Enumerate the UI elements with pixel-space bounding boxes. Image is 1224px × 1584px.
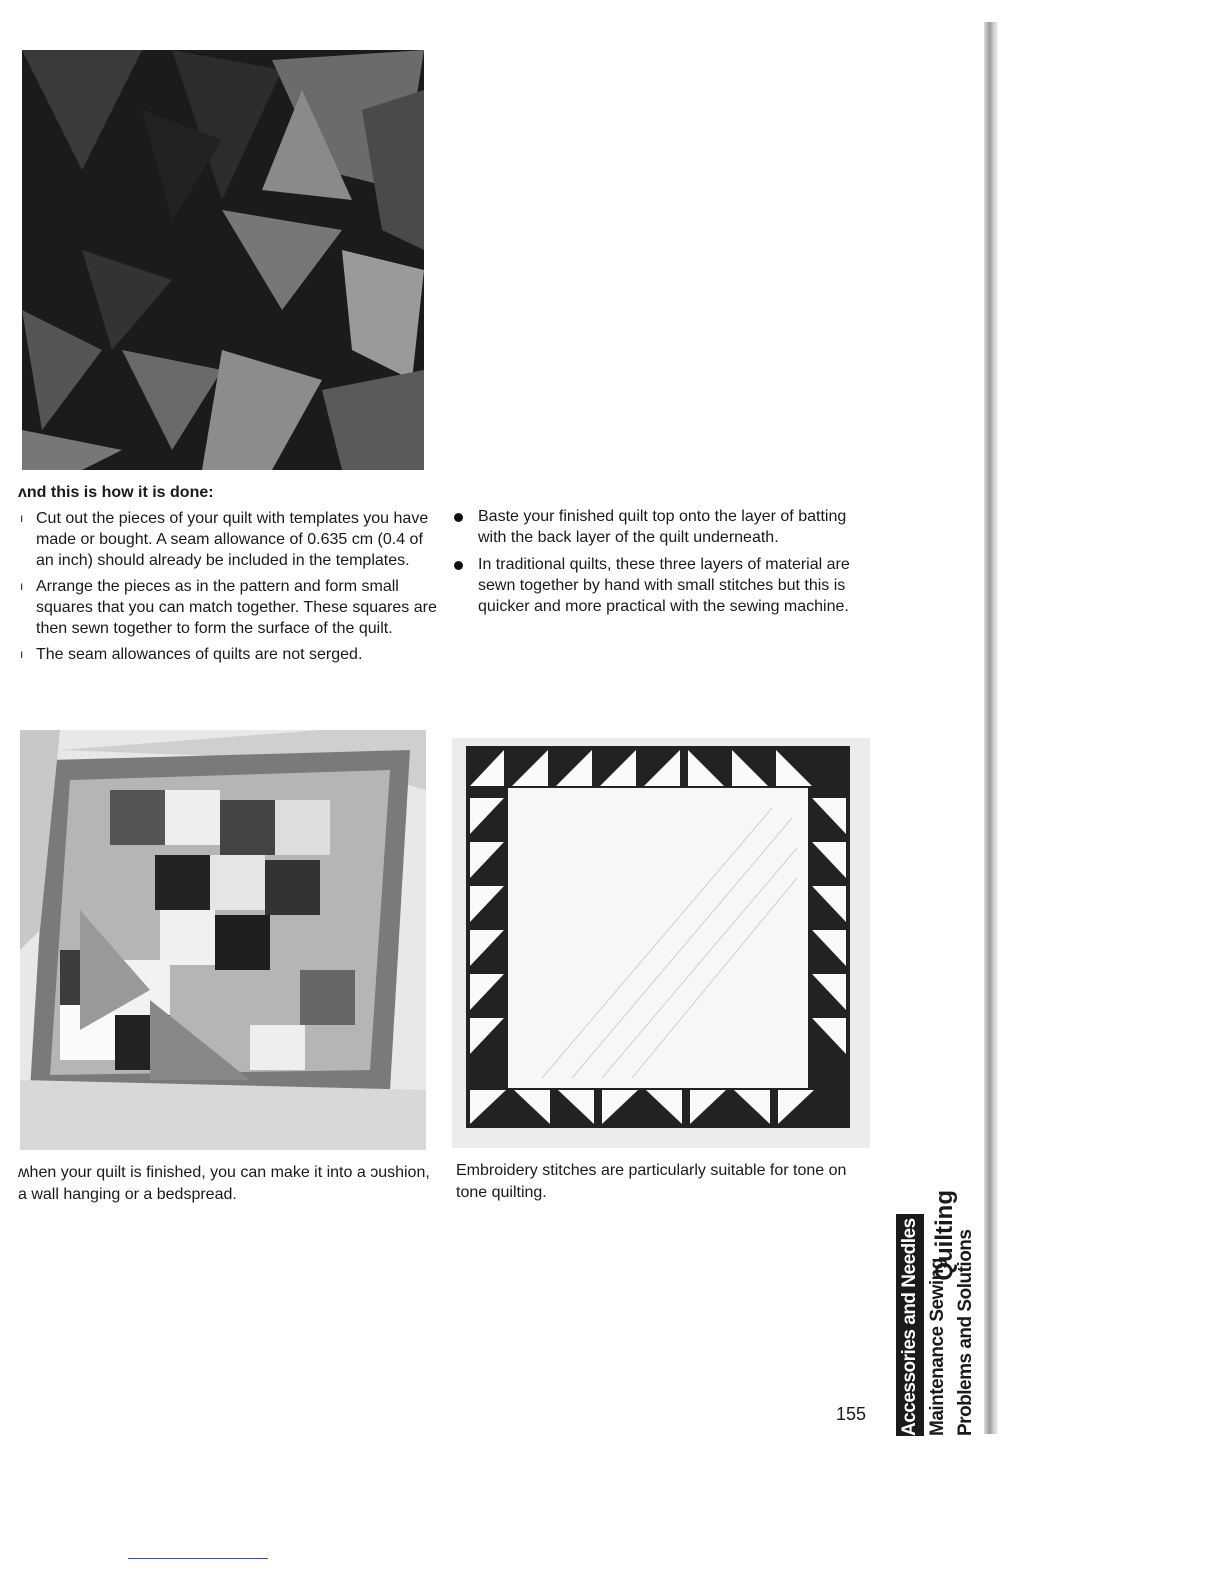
- list-item: [18, 576, 438, 639]
- steps-list-right: [452, 506, 872, 623]
- chapter-tab-problems: Problems and Solutions: [955, 1229, 976, 1436]
- bullet-mark: ı: [20, 647, 24, 661]
- quilt-closeup-photo: [22, 50, 424, 470]
- chapter-tab-current: Quilting: [931, 1190, 958, 1281]
- list-item: [452, 554, 872, 617]
- steps-list-left: [18, 508, 438, 670]
- page-edge-bar: [984, 22, 998, 1434]
- list-item-text: In traditional quilts, these three layers of material are sewn together by hand with small stitches but this is quicker and more practical with the sewing machine.: [478, 556, 850, 615]
- tone-on-tone-quilt-photo: [452, 738, 870, 1148]
- list-item-text: The seam allowances of quilts are not serged.: [36, 646, 363, 663]
- cushion-caption: ʍhen your quilt is finished, you can make it into a ɔushion, a wall hanging or a bedspread.: [18, 1164, 430, 1203]
- bottom-rule: [128, 1558, 268, 1559]
- bullet-dot-icon: [454, 513, 463, 522]
- chapter-tab-list: [896, 1214, 984, 1436]
- chapter-tab-accessories: Accessories and Needles: [896, 1214, 924, 1436]
- bullet-dot-icon: [454, 561, 463, 570]
- embroidery-caption: Embroidery stitches are particularly suitable for tone on tone quilting.: [456, 1162, 847, 1201]
- page-number: 155: [836, 1404, 867, 1424]
- list-item: [18, 644, 438, 665]
- section-heading: ʌnd this is how it is done:: [18, 484, 214, 501]
- list-item: [18, 508, 438, 571]
- list-item-text: Arrange the pieces as in the pattern and form small squares that you can match together. These squares are then sewn together to form the surface of the quilt.: [36, 578, 437, 637]
- list-item-text: Baste your finished quilt top onto the layer of batting with the back layer of the quilt underneath.: [478, 508, 847, 546]
- chapter-tab-maintenance: Maintenance Sewing: [927, 1258, 948, 1436]
- list-item: [452, 506, 872, 548]
- bullet-mark: ı: [20, 579, 24, 593]
- list-item-text: Cut out the pieces of your quilt with templates you have made or bought. A seam allowance of 0.635 cm (0.4 of an inch) should already be included in the templates.: [36, 510, 429, 569]
- bullet-mark: ı: [20, 511, 24, 525]
- cushion-photo: [20, 730, 426, 1150]
